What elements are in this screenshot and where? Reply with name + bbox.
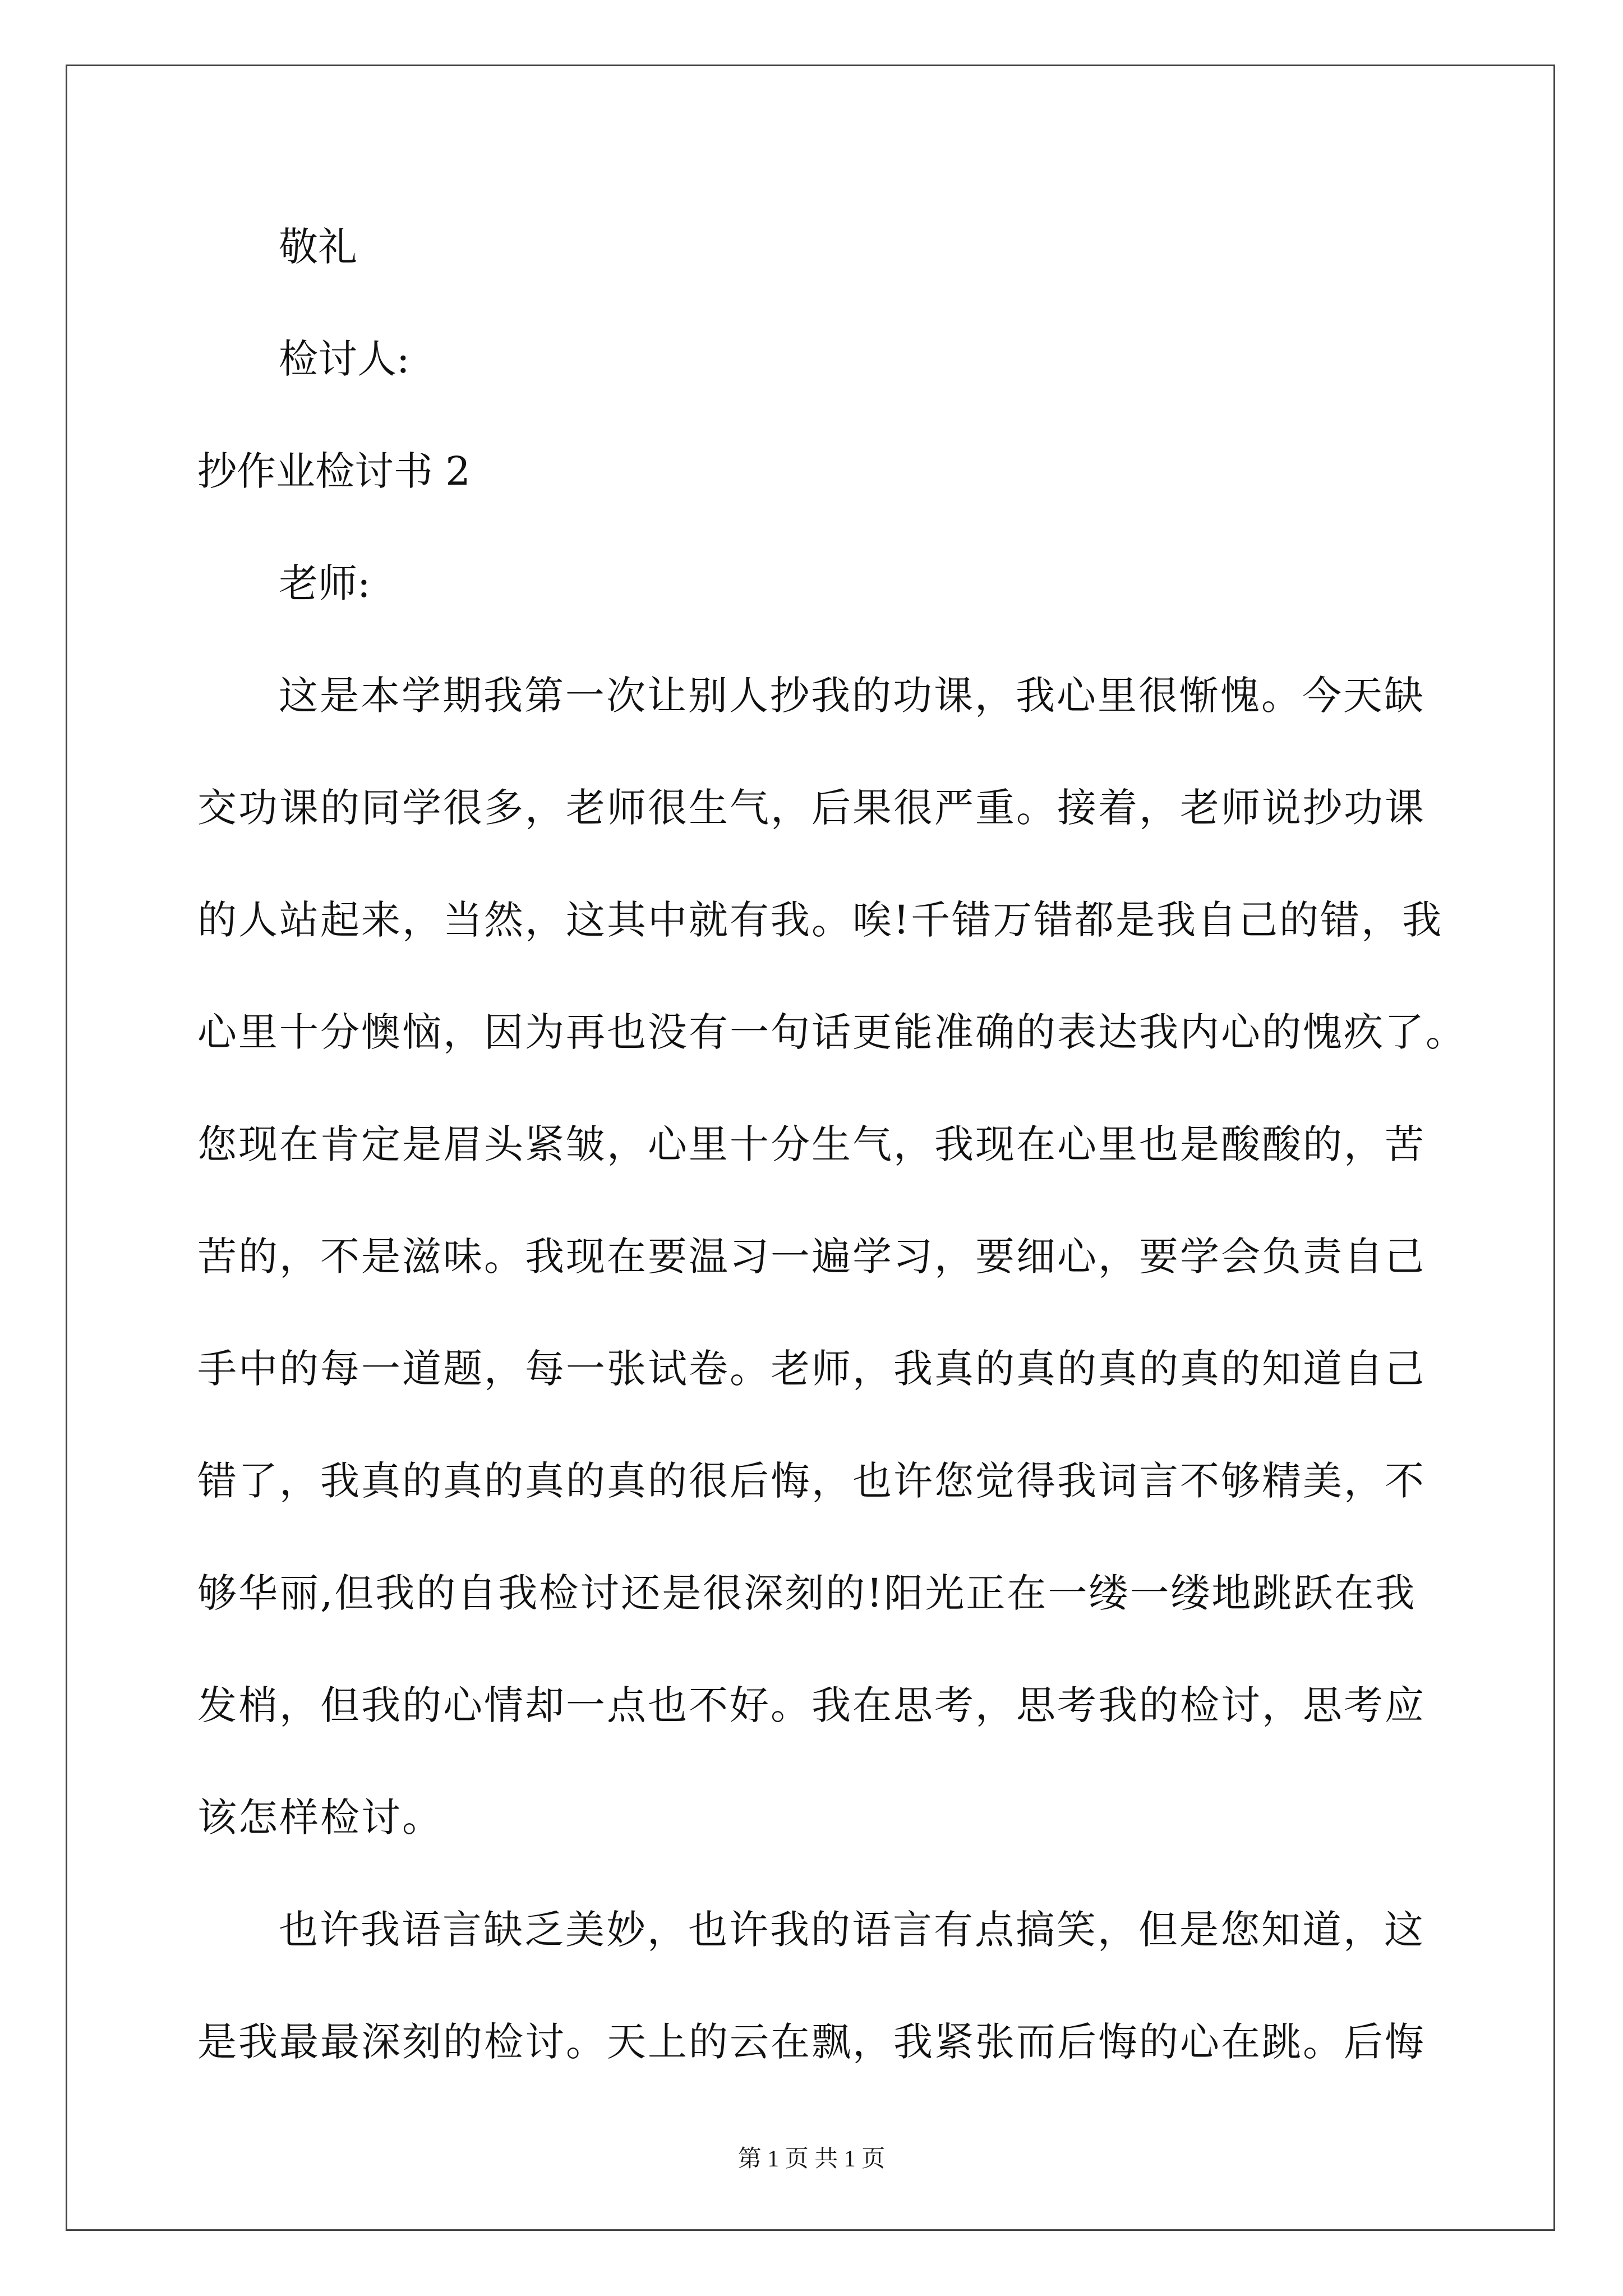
paragraph-line: 也许我语言缺乏美妙，也许我的语言有点搞笑，但是您知道，这	[279, 1907, 1425, 1953]
signature-label: 检讨人:	[279, 336, 410, 382]
paragraph-line: 苦的，不是滋味。我现在要温习一遍学习，要细心，要学会负责自己	[197, 1234, 1426, 1280]
document-heading: 抄作业检讨书 2	[197, 448, 471, 494]
page-number: 第 1 页 共 1 页	[737, 2146, 886, 2172]
salutation: 老师:	[279, 560, 371, 606]
paragraph-line: 的人站起来，当然，这其中就有我。唉!千错万错都是我自己的错，我	[197, 897, 1444, 943]
paragraph-line: 该怎样检讨。	[197, 1795, 443, 1841]
paragraph-line: 您现在肯定是眉头紧皱，心里十分生气，我现在心里也是酸酸的，苦	[197, 1121, 1426, 1167]
paragraph-line: 交功课的同学很多，老师很生气，后果很严重。接着，老师说抄功课	[197, 785, 1426, 831]
paragraph-line: 手中的每一道题，每一张试卷。老师，我真的真的真的真的知道自己	[197, 1346, 1426, 1392]
paragraph-line: 发梢，但我的心情却一点也不好。我在思考，思考我的检讨，思考应	[197, 1682, 1426, 1728]
paragraph-line: 心里十分懊恼，因为再也没有一句话更能准确的表达我内心的愧疚了。	[197, 1009, 1467, 1055]
paragraph-line: 错了，我真的真的真的真的很后悔，也许您觉得我词言不够精美，不	[197, 1458, 1426, 1504]
paragraph-line: 是我最最深刻的检讨。天上的云在飘，我紧张而后悔的心在跳。后悔	[197, 2019, 1426, 2065]
closing-text: 敬礼	[279, 224, 357, 270]
paragraph-line: 这是本学期我第一次让别人抄我的功课，我心里很惭愧。今天缺	[279, 673, 1425, 719]
paragraph-line: 够华丽,但我的自我检讨还是很深刻的!阳光正在一缕一缕地跳跃在我	[197, 1570, 1417, 1616]
